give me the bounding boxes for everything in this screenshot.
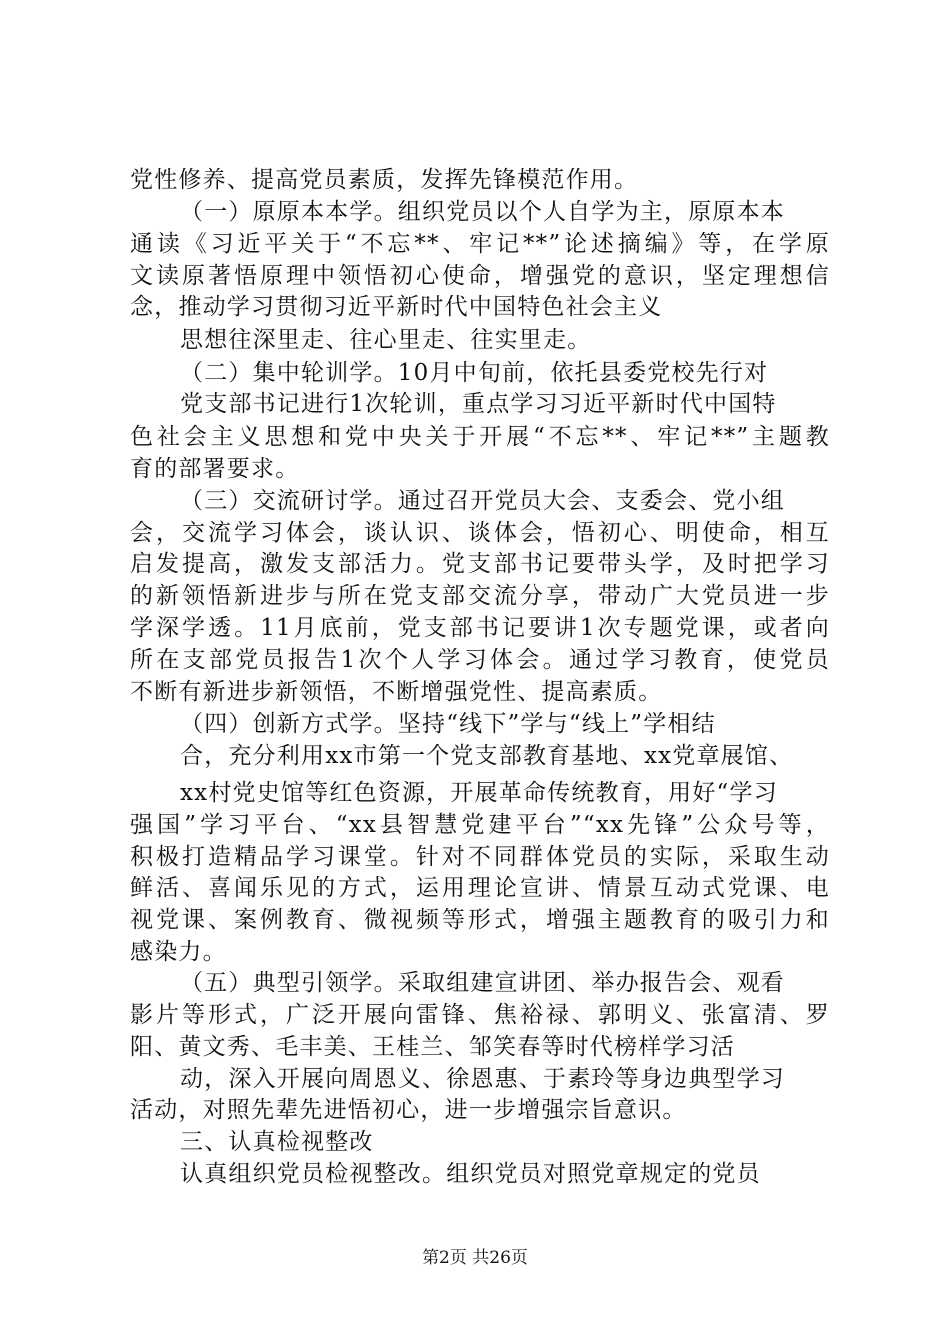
text-line: 的新领悟新进步与所在党支部交流分享，带动广大党员进一步 <box>130 583 830 609</box>
text-line: 念，推动学习贯彻习近平新时代中国特色社会主义 <box>130 294 663 320</box>
text-line: 感染力。 <box>130 939 227 965</box>
text-line: 学深学透。11月底前，党支部书记要讲1次专题党课，或者向 <box>130 615 830 641</box>
text-line: 认真组织党员检视整改。组织党员对照党章规定的党员 <box>180 1161 761 1187</box>
text-line: 育的部署要求。 <box>130 456 300 482</box>
text-line: （五）典型引领学。采取组建宣讲团、举办报告会、观看 <box>180 970 785 996</box>
page-number: 第2页 共26页 <box>422 1248 528 1268</box>
text-line: 鲜活、喜闻乐见的方式，运用理论宣讲、情景互动式党课、电 <box>130 875 830 901</box>
text-line: 通读《习近平关于“不忘**、牢记**”论述摘编》等，在学原 <box>130 231 830 257</box>
text-line: xx村党史馆等红色资源，开展革命传统教育，用好“学习 <box>180 780 778 806</box>
text-line: 党性修养、提高党员素质，发挥先锋模范作用。 <box>130 167 639 193</box>
text-line: 积极打造精品学习课堂。针对不同群体党员的实际，采取生动 <box>130 844 830 870</box>
text-line: 启发提高，激发支部活力。党支部书记要带头学，及时把学习 <box>130 551 830 577</box>
text-line: （二）集中轮训学。10月中旬前，依托县委党校先行对 <box>180 360 769 386</box>
text-line: 会，交流学习体会，谈认识、谈体会，悟初心、明使命，相互 <box>130 520 830 546</box>
text-line: 不断有新进步新领悟，不断增强党性、提高素质。 <box>130 679 663 705</box>
text-line: 阳、黄文秀、毛丰美、王桂兰、邹笑春等时代榜样学习活 <box>130 1034 735 1060</box>
text-line: 色社会主义思想和党中央关于开展“不忘**、牢记**”主题教 <box>130 424 830 450</box>
text-line: 文读原著悟原理中领悟初心使命，增强党的意识，坚定理想信 <box>130 263 830 289</box>
text-line: 合，充分利用xx市第一个党支部教育基地、xx党章展馆、 <box>180 743 794 769</box>
text-line: 动，深入开展向周恩义、徐恩惠、于素玲等身边典型学习 <box>180 1066 785 1092</box>
text-line: 思想往深里走、往心里走、往实里走。 <box>180 327 592 353</box>
text-line: 强国”学习平台、“xx县智慧党建平台”“xx先锋”公众号等， <box>130 812 830 838</box>
text-line: （一）原原本本学。组织党员以个人自学为主，原原本本 <box>180 199 785 225</box>
text-line: 视党课、案例教育、微视频等形式，增强主题教育的吸引力和 <box>130 907 830 933</box>
text-line: （四）创新方式学。坚持“线下”学与“线上”学相结 <box>180 711 716 737</box>
text-line: 影片等形式，广泛开展向雷锋、焦裕禄、郭明义、张富清、罗 <box>130 1002 830 1028</box>
text-line: 活动，对照先辈先进悟初心，进一步增强宗旨意识。 <box>130 1097 687 1123</box>
text-line: 党支部书记进行1次轮训，重点学习习近平新时代中国特 <box>180 391 777 417</box>
text-line: （三）交流研讨学。通过召开党员大会、支委会、党小组 <box>180 488 785 514</box>
text-line: 所在支部党员报告1次个人学习体会。通过学习教育，使党员 <box>130 647 830 673</box>
text-line: 三、认真检视整改 <box>180 1129 374 1155</box>
